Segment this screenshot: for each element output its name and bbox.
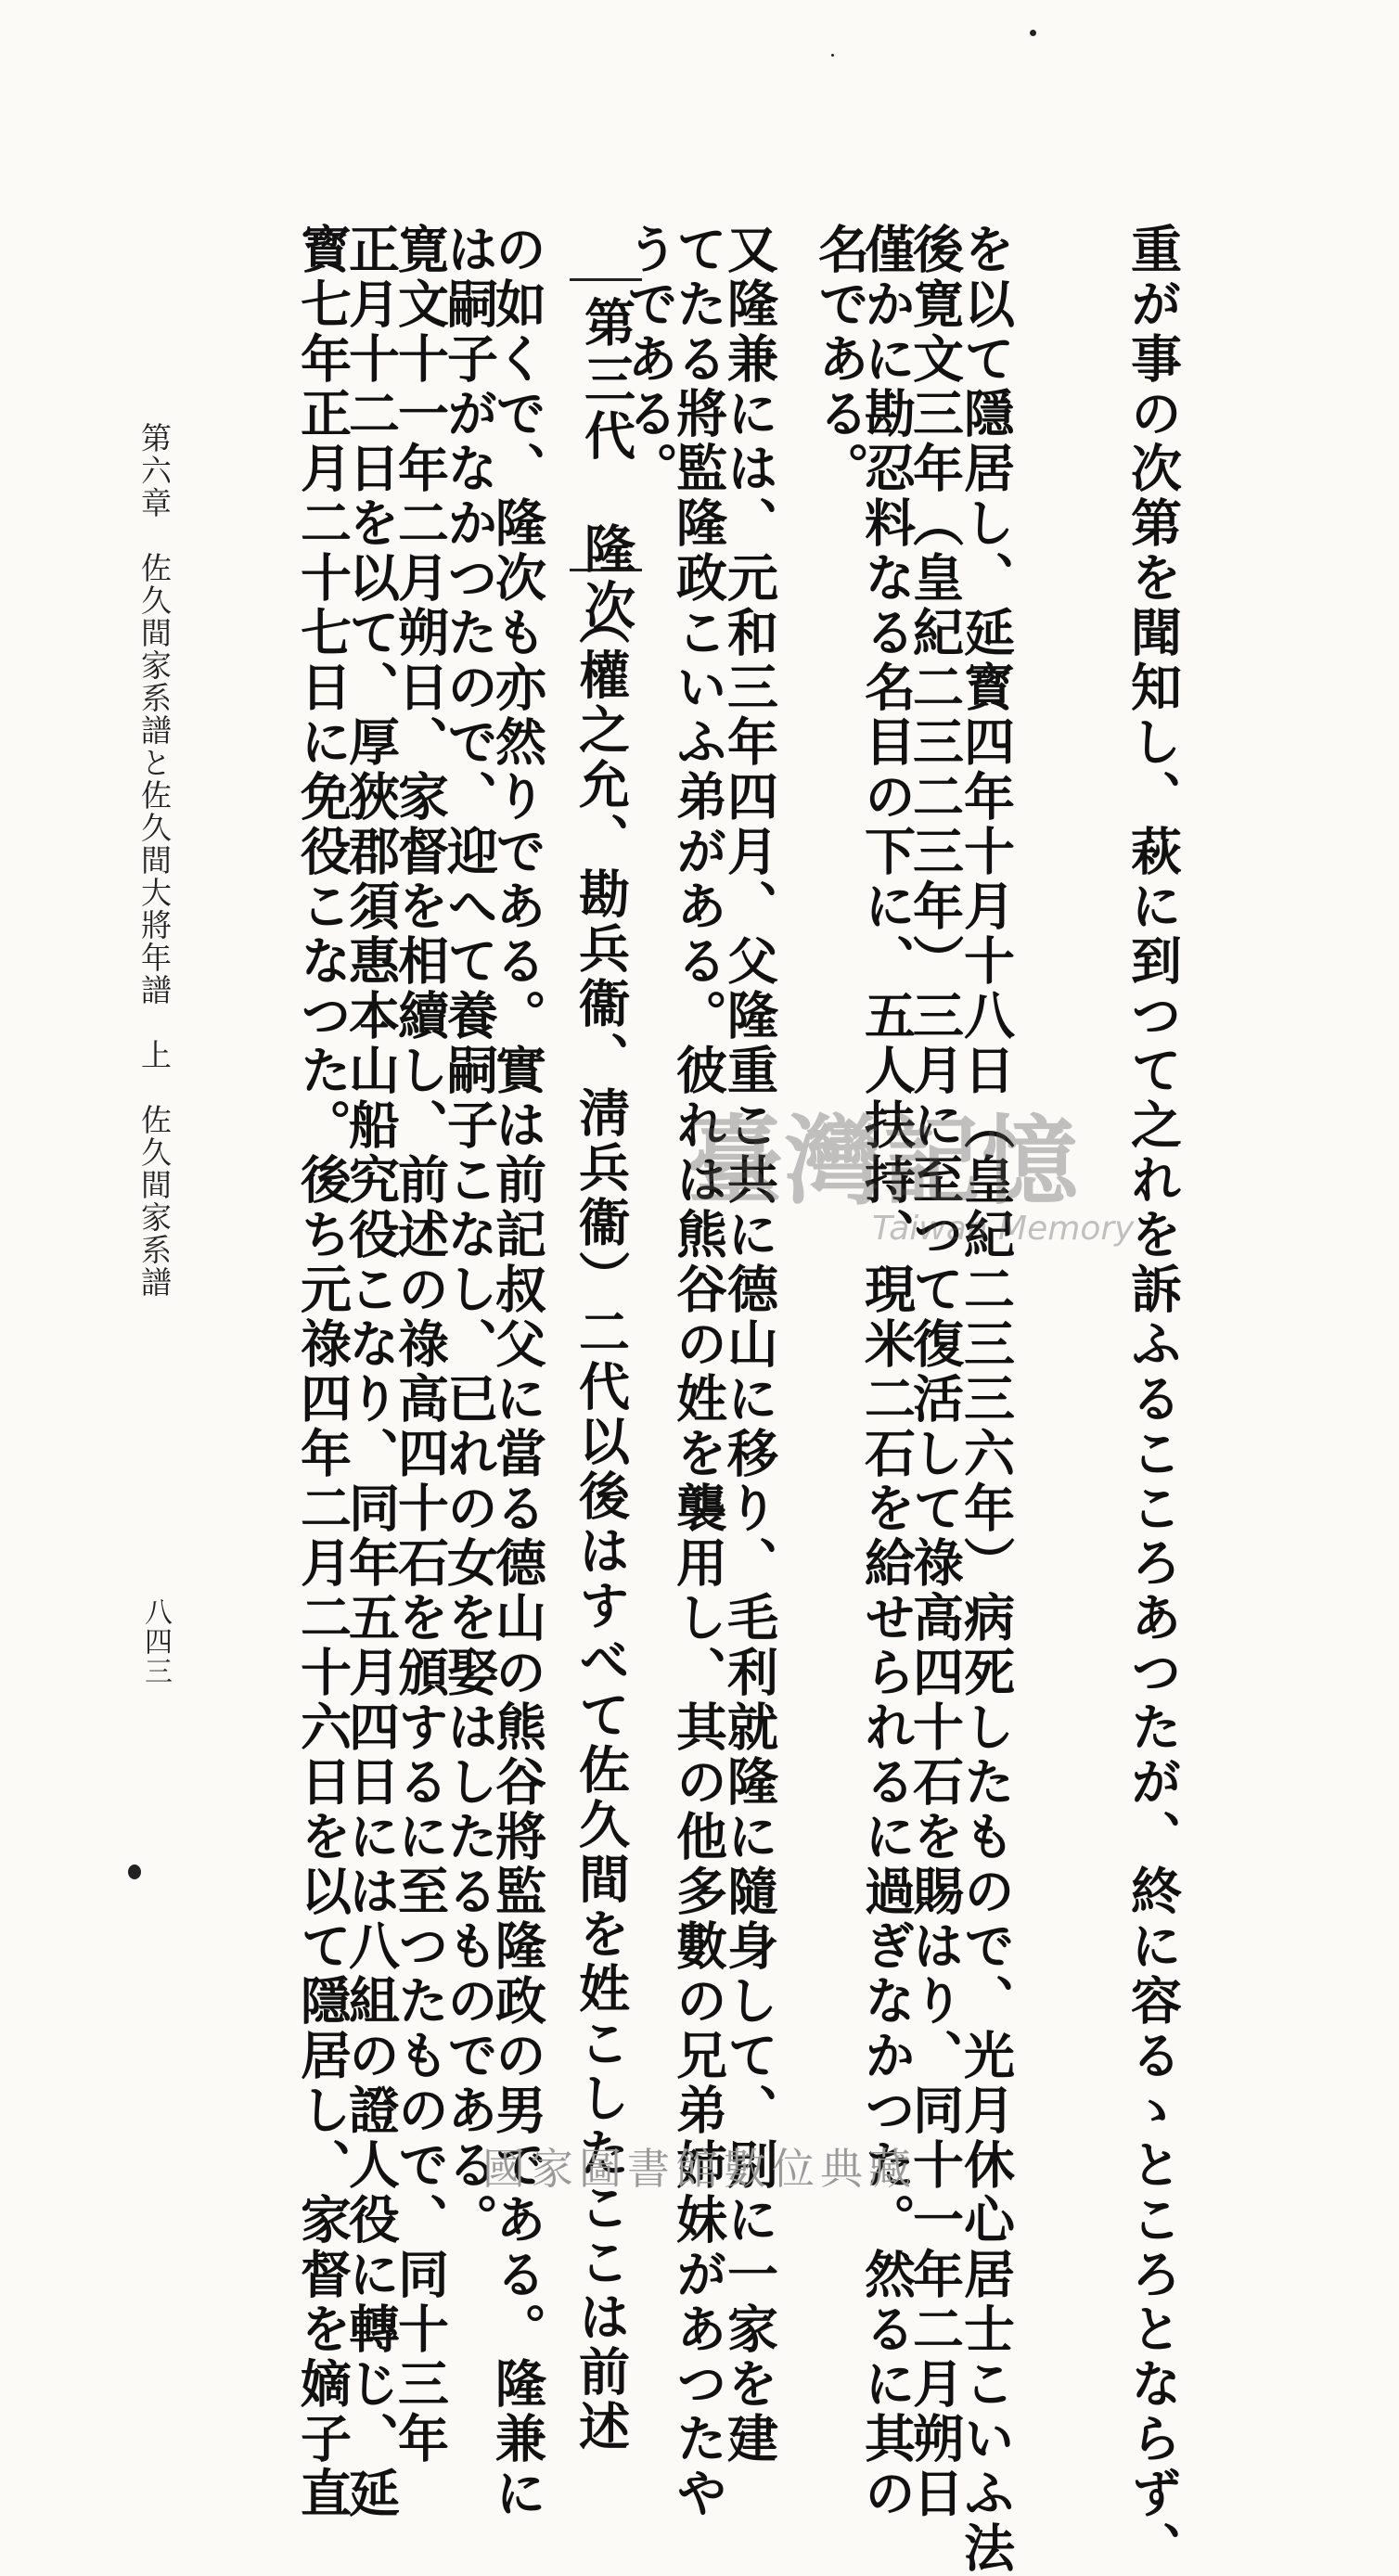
page-number: 八四三 <box>139 1597 172 1686</box>
text-column-8: うである。 <box>619 223 679 496</box>
text-column-10: の如くで、隆次も亦然りである。實は前記叔父に當る德山の熊谷將監隆政の男である。隆兼に <box>487 223 547 2521</box>
library-footer: 國家圖書館數位典藏 <box>482 2144 917 2194</box>
text-column-1: 名である。 <box>810 223 870 496</box>
watermark-chinese: 臺灣記憶 <box>687 1104 1081 1218</box>
scan-speck <box>128 1865 141 1879</box>
taiwan-memory-watermark <box>687 1104 1169 1262</box>
scan-speck <box>831 54 834 57</box>
text-column-11: は嗣子がなかつたので、迎へて養嗣子こなし、已れの女を娶はしたるものである。 <box>439 223 499 2248</box>
text-column-5: 重が事の次第を聞知し、萩に到つて之れを訴ふるこころあつたが、終に容るゝところとならず、 <box>1123 223 1183 2576</box>
text-column-4: 僅かに勘忍料なる名目の下に、五人扶持、現米二石を給せられるに過ぎなかつた。然るに其の <box>856 223 917 2521</box>
text-column-14: 寳七年正月二十七日に免役こなつた。後ち元祿四年二月二十六日を以て隱居し、家督を嫡子直 <box>292 223 353 2521</box>
running-header: 第六章 佐久間家系譜と佐久間大將年譜 上 佐久間家系譜 <box>136 422 173 1299</box>
text-column-9: （權之允、勘兵衞、淸兵衞）二代以後はすべて佐久間を姓こしたここは前述 <box>571 594 631 2454</box>
scan-speck <box>1030 30 1036 36</box>
text-column-3: 後寛文三年（皇紀二三二三年）三月に至つて復活して祿高四十石を賜はり、同十一年二月朔日 <box>905 223 965 2521</box>
watermark-english: Taiwan Memory <box>872 1210 1135 1248</box>
text-column-7: てたる將監隆政こいふ弟がある。彼れは熊谷の姓を襲用し、其の他多數の兄弟姉妹があつたや <box>668 223 728 2521</box>
text-column-13: 正月十二日を以て、厚狹郡須惠本山船究役こなり、同年五月四日には八組の證人役に轉じ、延 <box>340 223 401 2521</box>
text-column-12: 寛文十一年二月朔日、家督を相續し、前述の祿高四十石を頒するに至つたもので、同十三年 <box>390 223 450 2467</box>
section-heading-box <box>570 278 642 635</box>
text-column-2: を以て隱居し、延寳四年十月十八日（皇紀二三三六年）病死したもので、光月休心居士こいふ法 <box>956 223 1016 2576</box>
section-heading: 第三代 隆次 <box>576 296 636 635</box>
text-column-6: 又隆兼には、元和三年四月、父隆重こ共に德山に移り、毛利就隆に隨身して、別に一家を建 <box>719 223 779 2467</box>
